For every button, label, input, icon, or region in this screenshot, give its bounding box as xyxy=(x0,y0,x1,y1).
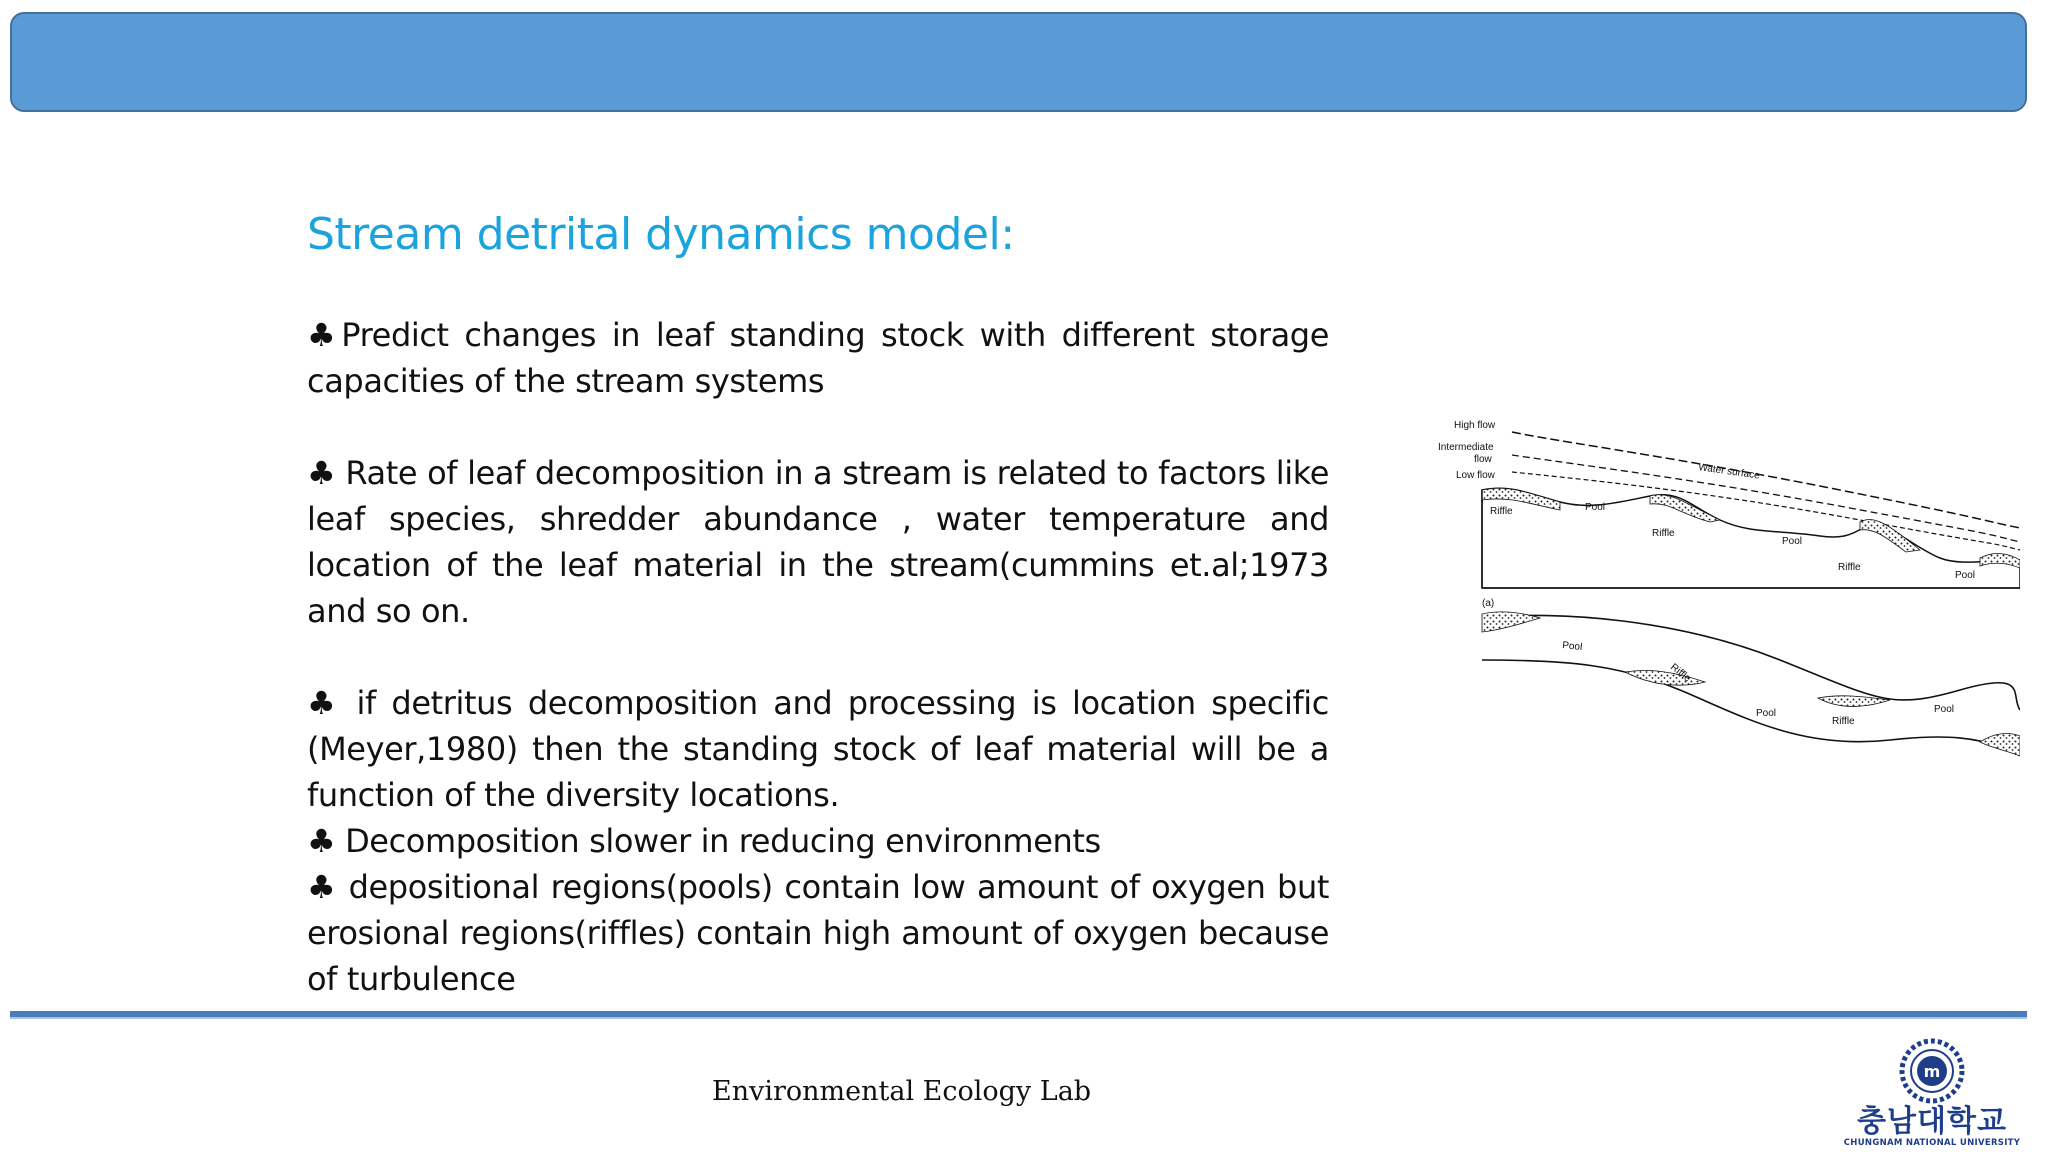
club-bullet-icon: ♣ xyxy=(307,316,342,354)
svg-text:m: m xyxy=(1923,1062,1941,1081)
label-pool-4: Pool xyxy=(1561,640,1583,654)
label-water-surface: Water surface xyxy=(1697,462,1761,482)
label-pool-6: Pool xyxy=(1934,704,1955,715)
paragraph-text: if detritus decomposition and processing is location specific (Meyer,1980) then the standing stock of leaf material will be a function of the diversity locations. xyxy=(307,684,1329,814)
paragraph-text: Predict changes in leaf standing stock with different storage capacities of the stream systems xyxy=(307,316,1329,400)
label-panel-a: (a) xyxy=(1482,598,1495,609)
header-banner xyxy=(10,12,2027,112)
label-pool-2: Pool xyxy=(1782,536,1803,547)
bullet-paragraph xyxy=(307,312,1329,404)
label-riffle-3: Riffle xyxy=(1838,562,1861,573)
slide-title: Stream detrital dynamics model: xyxy=(307,209,1015,260)
club-bullet-icon: ♣ xyxy=(307,822,336,860)
bullet-paragraph xyxy=(307,680,1329,818)
club-bullet-icon: ♣ xyxy=(307,868,338,906)
bullet-paragraph xyxy=(307,818,1329,864)
slide-body xyxy=(307,312,1329,1002)
university-name-korean: 충남대학교 xyxy=(1857,1104,2007,1139)
label-riffle-2: Riffle xyxy=(1652,528,1675,539)
lower-gravel-2 xyxy=(1625,670,1705,685)
paragraph-text: depositional regions(pools) contain low amount of oxygen but erosional regions(riffles) contain high amount of oxygen because of turbulence xyxy=(307,868,1329,998)
bullet-paragraph xyxy=(307,450,1329,634)
club-bullet-icon: ♣ xyxy=(307,684,342,722)
label-high-flow: High flow xyxy=(1454,420,1496,431)
label-riffle-4: Riffle xyxy=(1668,661,1693,685)
intermediate-flow-line xyxy=(1512,455,2020,542)
university-emblem-icon xyxy=(1897,1036,1967,1106)
university-logo xyxy=(1832,1036,2032,1152)
club-bullet-icon: ♣ xyxy=(307,454,336,492)
label-intermediate: Intermediate xyxy=(1438,442,1494,453)
label-riffle-1: Riffle xyxy=(1490,506,1513,517)
university-name-english: CHUNGNAM NATIONAL UNIVERSITY xyxy=(1843,1138,2021,1148)
label-riffle-5: Riffle xyxy=(1832,716,1855,727)
label-pool-1: Pool xyxy=(1585,502,1606,513)
lower-gravel-4 xyxy=(1980,734,2020,756)
label-flow: flow xyxy=(1474,454,1492,465)
upper-gravel xyxy=(1482,488,2020,568)
bullet-paragraph xyxy=(307,864,1329,1002)
paragraph-text: Rate of leaf decomposition in a stream is related to factors like leaf species, shredder abundance , water temperature and location of the leaf material in the stream(cummins et.al;1973 and so on. xyxy=(307,454,1329,630)
paragraph-text: Decomposition slower in reducing environments xyxy=(335,822,1101,860)
stream-profile-figure xyxy=(1420,410,2020,780)
upper-streambed xyxy=(1482,488,2020,588)
label-pool-5: Pool xyxy=(1756,708,1777,719)
lab-name: Environmental Ecology Lab xyxy=(712,1076,1092,1107)
footer-divider xyxy=(10,1011,2027,1019)
label-pool-3: Pool xyxy=(1955,570,1976,581)
label-low-flow: Low flow xyxy=(1456,470,1495,481)
